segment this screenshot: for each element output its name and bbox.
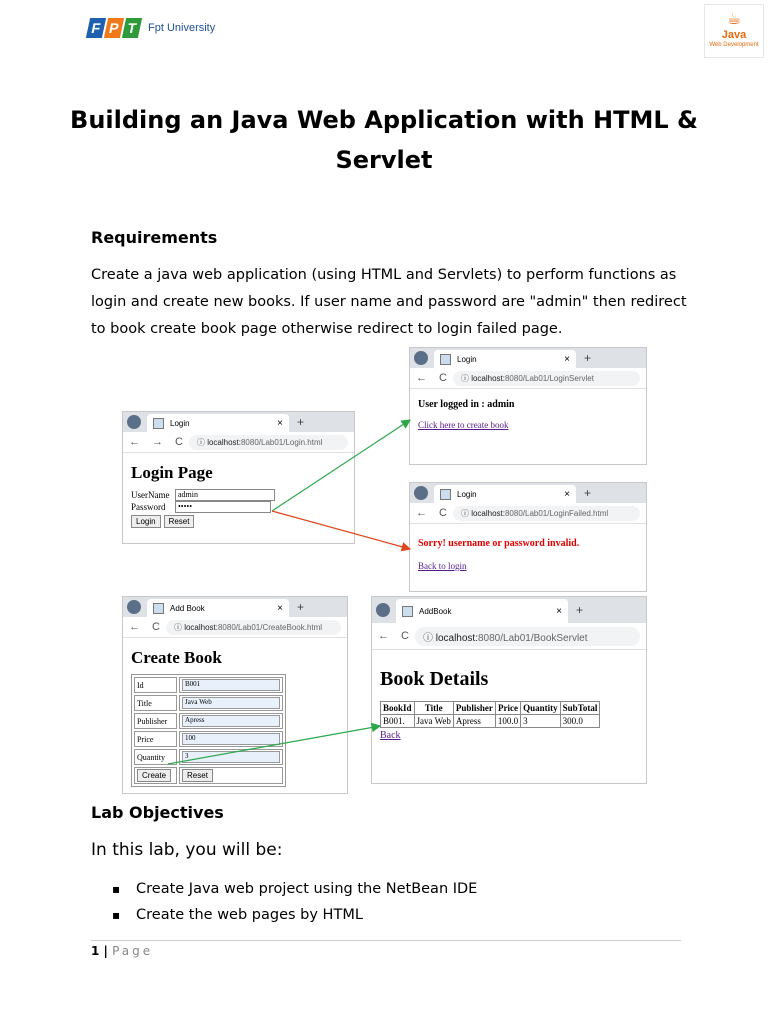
url-path: 8080/Lab01/LoginFailed.html [504, 508, 609, 518]
title-line-1: Building an Java Web Application with HTML & [70, 106, 698, 134]
objectives-intro: In this lab, you will be: [91, 840, 283, 860]
field-label: Price [134, 731, 177, 747]
publisher-input[interactable]: Apress [182, 715, 280, 727]
fpt-letter-p: P [104, 18, 124, 38]
tab-title: Login [170, 418, 190, 428]
page-number: 1 [91, 944, 100, 958]
close-tab-icon[interactable]: × [564, 488, 570, 500]
table-cell: 300.0 [560, 715, 600, 728]
id-input[interactable]: B001 [182, 679, 280, 691]
info-icon: ⓘ [173, 622, 182, 632]
column-header: BookId [381, 702, 415, 715]
title-line-2: Servlet [335, 146, 433, 174]
back-arrow-icon[interactable]: ← [129, 621, 140, 633]
close-tab-icon[interactable]: × [556, 605, 562, 617]
close-tab-icon[interactable]: × [277, 417, 283, 429]
coffee-cup-icon: ☕ [726, 9, 742, 28]
url-host: localhost: [471, 373, 505, 383]
quantity-input[interactable]: 3 [182, 751, 280, 763]
table-cell: B001. [381, 715, 415, 728]
new-tab-icon[interactable]: + [297, 600, 305, 614]
requirements-heading: Requirements [91, 228, 218, 247]
back-arrow-icon[interactable]: ← [416, 507, 427, 519]
new-tab-icon[interactable]: + [584, 486, 592, 500]
price-input[interactable]: 100 [182, 733, 280, 745]
success-arrow [272, 417, 410, 511]
tab-title: AddBook [419, 606, 452, 616]
tab-title: Add Book [170, 603, 205, 613]
page-heading: Login Page [131, 463, 213, 482]
reload-icon[interactable]: C [439, 507, 447, 519]
password-input[interactable]: ••••• [175, 501, 271, 513]
reset-button[interactable]: Reset [164, 515, 195, 528]
login-button[interactable]: Login [131, 515, 161, 528]
username-input[interactable]: admin [175, 489, 275, 501]
close-tab-icon[interactable]: × [564, 353, 570, 365]
back-arrow-icon[interactable]: ← [416, 372, 427, 384]
reload-icon[interactable]: C [401, 630, 409, 642]
title-input[interactable]: Java Web [182, 697, 280, 709]
page-footer [91, 944, 153, 958]
username-label: UserName [131, 490, 170, 500]
field-label: Id [134, 677, 177, 693]
password-label: Password [131, 502, 166, 512]
page-heading: Book Details [380, 668, 489, 690]
back-link[interactable]: Back [380, 730, 401, 741]
field-label: Quantity [134, 749, 177, 765]
back-arrow-icon[interactable]: ← [129, 436, 140, 448]
url-path: 8080/Lab01/CreateBook.html [217, 622, 323, 632]
url-path: 8080/Lab01/Login.html [240, 437, 323, 447]
back-arrow-icon[interactable]: ← [378, 630, 389, 642]
forward-arrow-icon[interactable]: → [152, 436, 163, 448]
url-path: 8080/Lab01/BookServlet [477, 632, 588, 644]
logged-in-message: User logged in : admin [418, 399, 515, 410]
table-cell: Java Web [414, 715, 453, 728]
failure-arrow [272, 511, 410, 549]
footer-separator: | [99, 944, 113, 958]
reset-button[interactable]: Reset [182, 769, 213, 782]
create-button[interactable]: Create [137, 769, 171, 782]
create-arrow [168, 726, 380, 764]
table-cell: 100.0 [495, 715, 520, 728]
tab-title: Login [457, 354, 477, 364]
url-path: 8080/Lab01/LoginServlet [504, 373, 594, 383]
column-header: Quantity [521, 702, 561, 715]
login-error-message: Sorry! username or password invalid. [418, 538, 580, 549]
java-logo-word: Java [721, 29, 747, 41]
url-host: localhost: [435, 632, 478, 644]
column-header: Publisher [453, 702, 495, 715]
new-tab-icon[interactable]: + [297, 415, 305, 429]
create-book-link[interactable]: Click here to create book [418, 420, 509, 430]
footer-divider [91, 940, 681, 941]
info-icon: ⓘ [460, 373, 469, 383]
tab-title: Login [457, 489, 477, 499]
java-logo-subtitle: Web Development [709, 42, 759, 48]
table-cell: Apress [453, 715, 495, 728]
reload-icon[interactable]: C [152, 621, 160, 633]
list-item: ▪ Create Java web project using the NetBean IDE [112, 876, 477, 902]
close-tab-icon[interactable]: × [277, 602, 283, 614]
info-icon: ⓘ [460, 508, 469, 518]
url-host: localhost: [471, 508, 505, 518]
field-label: Title [134, 695, 177, 711]
requirements-text: Create a java web application (using HTML and Servlets) to perform functions as login and create new books. If user name and password are "admin" then redirect to book create book page otherwise redirect to login failed page. [91, 267, 687, 337]
objectives-list [112, 876, 477, 928]
reload-icon[interactable]: C [439, 372, 447, 384]
new-tab-icon[interactable]: + [584, 351, 592, 365]
fpt-letter-t: T [122, 18, 142, 38]
table-cell: 3 [521, 715, 561, 728]
fpt-letter-f: F [86, 18, 106, 38]
url-host: localhost: [207, 437, 241, 447]
column-header: Title [414, 702, 453, 715]
lab-objectives-heading: Lab Objectives [91, 803, 224, 822]
page-heading: Create Book [131, 648, 222, 667]
column-header: SubTotal [560, 702, 600, 715]
field-label: Publisher [134, 713, 177, 729]
reload-icon[interactable]: C [175, 436, 183, 448]
list-item: ▪ Create the web pages by HTML [112, 902, 477, 928]
url-host: localhost: [184, 622, 218, 632]
fpt-university-name: Fpt University [148, 22, 216, 34]
column-header: Price [495, 702, 520, 715]
info-icon: ⓘ [196, 437, 205, 447]
back-to-login-link[interactable]: Back to login [418, 561, 467, 571]
info-icon: ⓘ [422, 632, 433, 644]
page-label: Page [112, 944, 154, 958]
new-tab-icon[interactable]: + [576, 603, 584, 617]
